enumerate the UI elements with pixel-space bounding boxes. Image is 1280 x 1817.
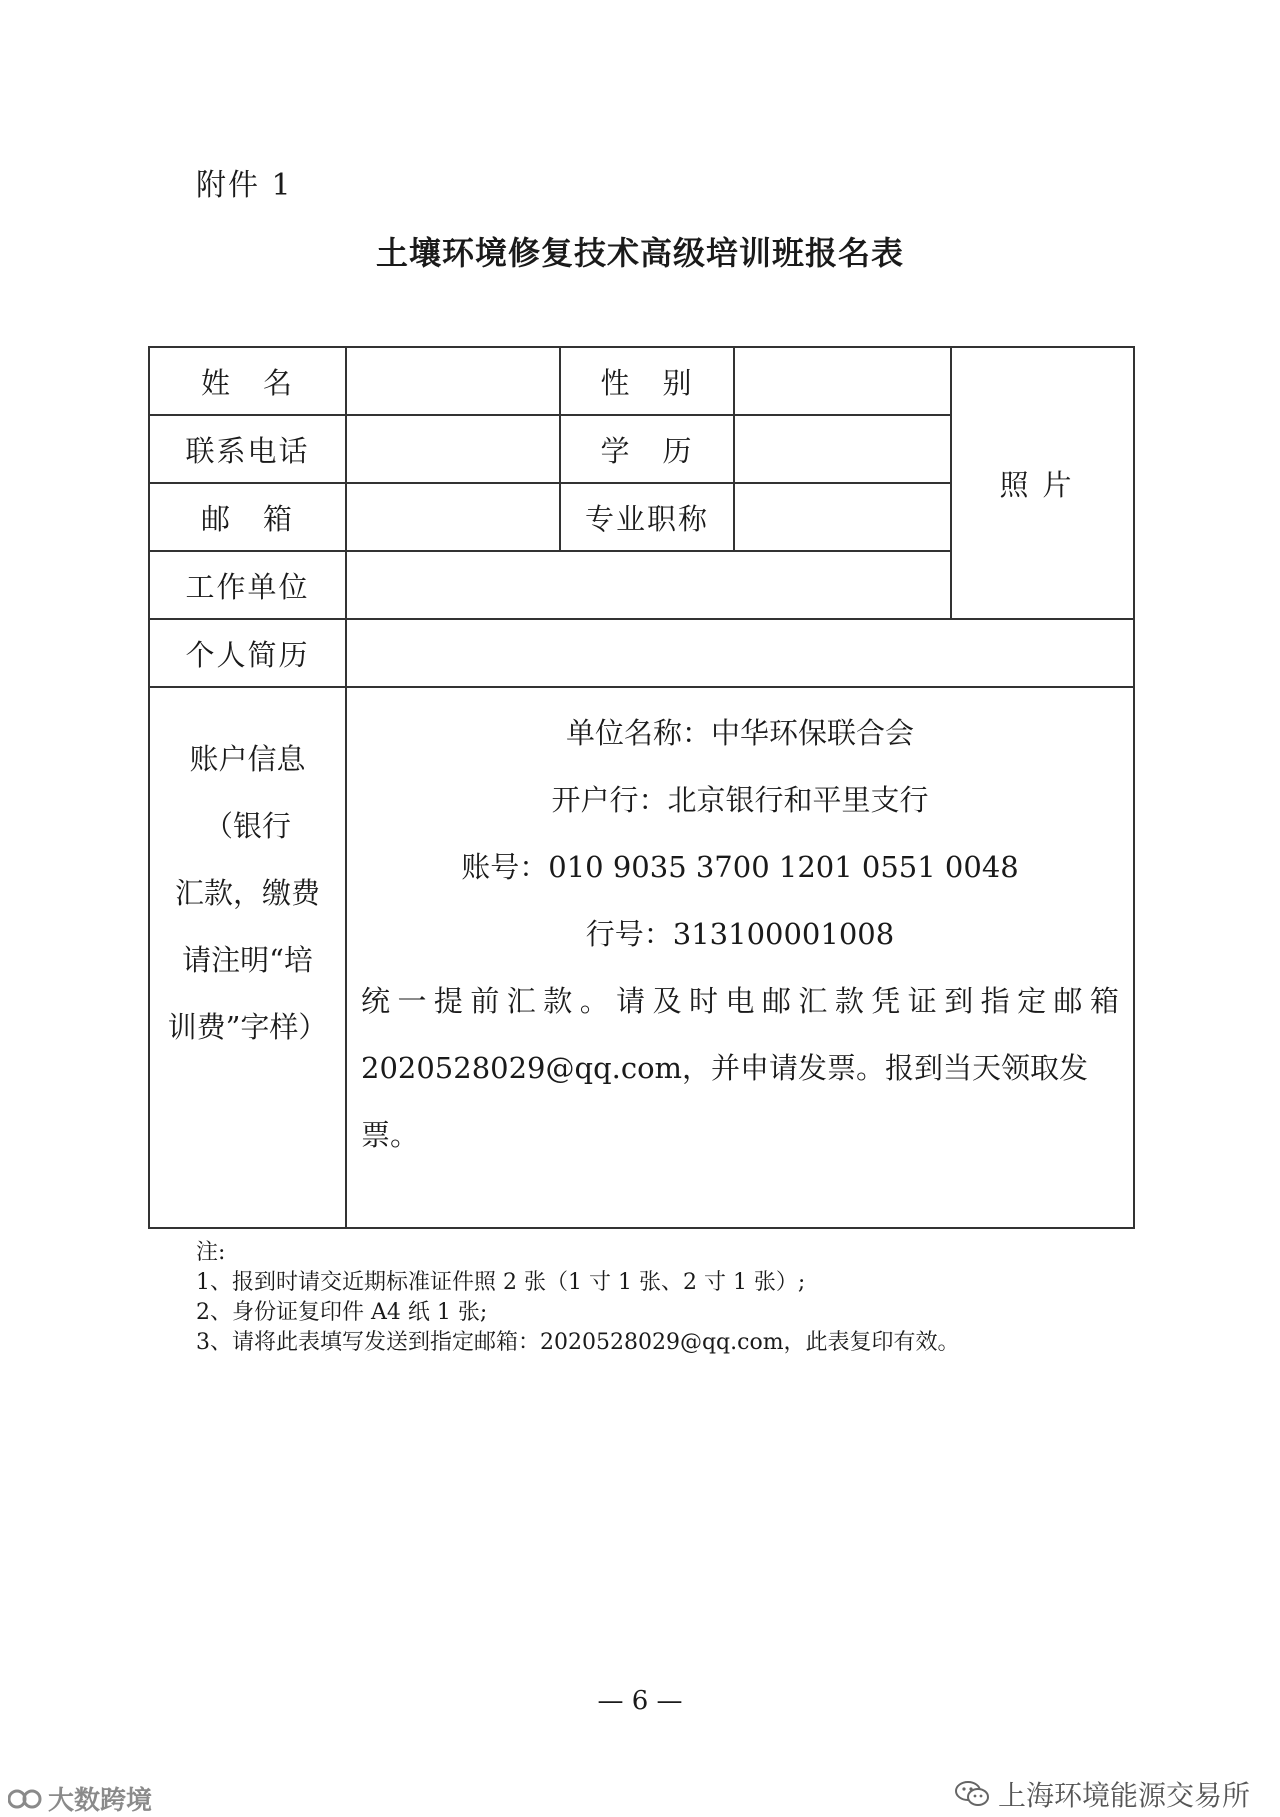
account-label-line: 汇款，缴费 [174, 876, 320, 910]
name-field[interactable] [346, 347, 560, 415]
form-title: 土壤环境修复技术高级培训班报名表 [375, 234, 904, 272]
watermark-left [8, 1780, 152, 1817]
account-label-line: 账户信息 [189, 742, 306, 776]
logo-icon [8, 1786, 42, 1812]
education-field[interactable] [734, 415, 951, 483]
attachment-label: 附件 1 [196, 168, 293, 203]
watermark-left-text: 大数跨境 [48, 1786, 153, 1816]
resume-label: 个人简历 [149, 619, 346, 687]
payee-name: 单位名称：中华环保联合会 [565, 716, 914, 750]
page-number: — 6 — [597, 1686, 683, 1716]
account-info-label [149, 687, 346, 1228]
employer-field[interactable] [346, 551, 951, 619]
phone-field[interactable] [346, 415, 560, 483]
registration-form-table [148, 346, 1135, 1229]
gender-field[interactable] [734, 347, 951, 415]
account-label-line: 请注明“培 [182, 943, 313, 977]
photo-label: 照片 [999, 467, 1086, 502]
bank-branch: 开户行：北京银行和平里支行 [551, 783, 929, 817]
photo-box[interactable] [951, 347, 1134, 619]
note-item: 2、身份证复印件 A4 纸 1 张; [196, 1300, 488, 1325]
email-field[interactable] [346, 483, 560, 551]
email-label: 邮 箱 [149, 483, 346, 551]
instruction-line: 统一提前汇款。请及时电邮汇款凭证到指定邮箱 [361, 984, 1119, 1018]
row-account [149, 687, 1134, 1228]
note-item: 1、报到时请交近期标准证件照 2 张（1 寸 1 张、2 寸 1 张）; [196, 1270, 806, 1295]
bank-code: 行号：313100001008 [585, 917, 895, 951]
name-label: 姓 名 [149, 347, 346, 415]
row-resume [149, 619, 1134, 687]
professional-title-field[interactable] [734, 483, 951, 551]
account-label-line: 训费”字样） [167, 1010, 328, 1044]
notes-heading: 注: [196, 1240, 226, 1265]
account-label-line: （银行 [203, 809, 291, 843]
education-label: 学 历 [560, 415, 734, 483]
note-item: 3、请将此表填写发送到指定邮箱：2020528029@qq.com，此表复印有效。 [196, 1330, 960, 1355]
resume-field[interactable] [346, 619, 1134, 687]
employer-label: 工作单位 [149, 551, 346, 619]
watermark-right [954, 1774, 1250, 1814]
phone-label: 联系电话 [149, 415, 346, 483]
row-name-gender [149, 347, 1134, 415]
instruction-line: 2020528029@qq.com，并申请发票。报到当天领取发票。 [361, 1051, 1089, 1152]
gender-label: 性 别 [560, 347, 734, 415]
wechat-icon [954, 1779, 990, 1809]
professional-title-label: 专业职称 [560, 483, 734, 551]
notes-section [196, 1238, 960, 1358]
account-number: 账号：010 9035 3700 1201 0551 0048 [461, 850, 1019, 884]
watermark-right-text: 上海环境能源交易所 [997, 1779, 1250, 1812]
account-info-content [346, 687, 1134, 1228]
